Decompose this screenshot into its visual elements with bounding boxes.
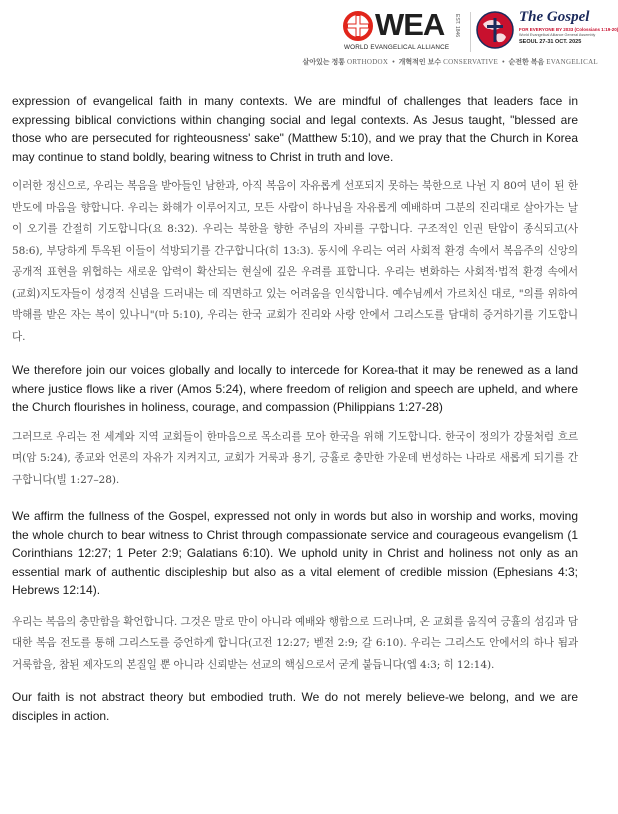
english-paragraph: Our faith is not abstract theory but embodied truth. We do not merely believe-we belong, and we are disciples in action. xyxy=(12,690,578,723)
gospel-subtitle: World Evangelical Alliance General Assembly xyxy=(519,33,596,37)
gospel-tagline: FOR EVERYONE BY 2033 (Colossians 1:19-20) xyxy=(519,27,618,32)
wea-logo-text: WEA xyxy=(375,7,445,42)
value-3-en: EVANGELICAL xyxy=(546,58,598,66)
value-2-kr: 개혁적인 보수 xyxy=(398,59,442,66)
core-values-line xyxy=(303,57,598,67)
gospel-logo xyxy=(475,8,618,56)
wea-est-label: EST. 1846 xyxy=(454,14,460,38)
wea-subtitle: WORLD EVANGELICAL ALLIANCE xyxy=(344,44,450,51)
page-header xyxy=(0,0,618,76)
separator-dot: • xyxy=(502,59,505,66)
value-2-en: CONSERVATIVE xyxy=(443,58,499,66)
english-paragraph: expression of evangelical faith in many contexts. We are mindful of challenges that leaders face in expressing biblical convictions within changing social and legal contexts. As Jesus taught, "blessed are those who are persecuted for righteousness' sake" (Matthew 5:10), and we pray that the Church in Korea may continue to stand boldly, bearing witness to Christ in truth and love. xyxy=(12,94,578,164)
korean-paragraph: 그러므로 우리는 전 세계와 지역 교회들이 한마음으로 목소리를 모아 한국을 위해 기도합니다. 한국이 정의가 강물처럼 흐르며(암 5:24), 종교와 언론의 자유가 지켜지고, 교회가 거룩과 용기, 긍휼로 충만한 가운데 번성하는 나라로 새롭게 되기를 간구합니다(빌 1:27–28). xyxy=(12,430,578,486)
value-3-kr: 순전한 복음 xyxy=(508,59,545,66)
english-paragraph: We affirm the fullness of the Gospel, expressed not only in words but also in worship and works, moving the whole church to bear witness to Christ through compassionate service and courageous evangelism (1 Corinthians 12:27; 1 Peter 2:9; Galatians 6:10). We uphold unity in Christ and holiness not only as an essential mark of authentic discipleship but also as a vital element of credible mission (Ephesians 4:3; Hebrews 12:14). xyxy=(12,509,578,597)
value-1-en: ORTHODOX xyxy=(347,58,389,66)
value-1-kr: 살아있는 정통 xyxy=(302,59,346,66)
gospel-date: SEOUL 27-31 OCT. 2025 xyxy=(519,39,582,45)
logo-divider xyxy=(470,12,471,52)
wea-cross-mark xyxy=(343,11,373,41)
wea-logo xyxy=(343,8,469,54)
globe-icon xyxy=(475,10,515,50)
english-paragraph: We therefore join our voices globally and locally to intercede for Korea-that it may be renewed as a land where justice flows like a river (Amos 5:24), where freedom of religion and speech are upheld, and where the Church flourishes in holiness, courage, and compassion (Philippians 1:27-28) xyxy=(12,363,578,414)
korean-paragraph: 우리는 복음의 충만함을 확언합니다. 그것은 말로 만이 아니라 예배와 행함으로 드러나며, 온 교회를 움직여 긍휼의 섬김과 담대한 복음 전도를 통해 그리스도를 증언하게 합니다(고전 12:27; 벧전 2:9; 갈 6:10). 우리는 그리스도 안에서의 하나 됨과 거룩함을, 참된 제자도의 본질일 뿐 아니라 신뢰받는 선교의 핵심으로서 굳게 붙듭니다(엡 4:3; 히 12:14). xyxy=(12,615,578,671)
gospel-title: The Gospel xyxy=(519,9,590,25)
separator-dot: • xyxy=(392,59,395,66)
korean-paragraph: 이러한 정신으로, 우리는 복음을 받아들인 남한과, 아직 복음이 자유롭게 선포되지 못하는 북한으로 나뉜 지 80여 년이 된 한반도에 마음을 향합니다. 우리는 화해가 이루어지고, 모든 사람이 하나님을 자유롭게 예배하며 그분의 진리대로 살아가는 날이 오기를 간절히 기도합니다(요 8:32). 우리는 북한을 향한 주님의 자비를 구합니다. 구조적인 인권 탄압이 종식되고(사 58:6), 부당하게 투옥된 이들이 석방되기를 간구합니다(히 13:3). 동시에 우리는 여러 사회적 환경 속에서 복음주의 신앙의 공개적 표현을 위협하는 새로운 압력이 확산되는 현실에 깊은 우려를 표합니다. 우리는 변화하는 사회적·법적 환경 속에서 (교회)지도자들이 성경적 신념을 드러내는 데 직면하고 있는 어려움을 인식합니다. 예수님께서 가르치신 대로, "의를 위하여 박해를 받은 자는 복이 있나니"(마 5:10), 우리는 한국 교회가 진리와 사랑 안에서 그리스도를 담대히 증거하기를 기도합니다. xyxy=(12,180,578,343)
document-body xyxy=(12,92,578,725)
